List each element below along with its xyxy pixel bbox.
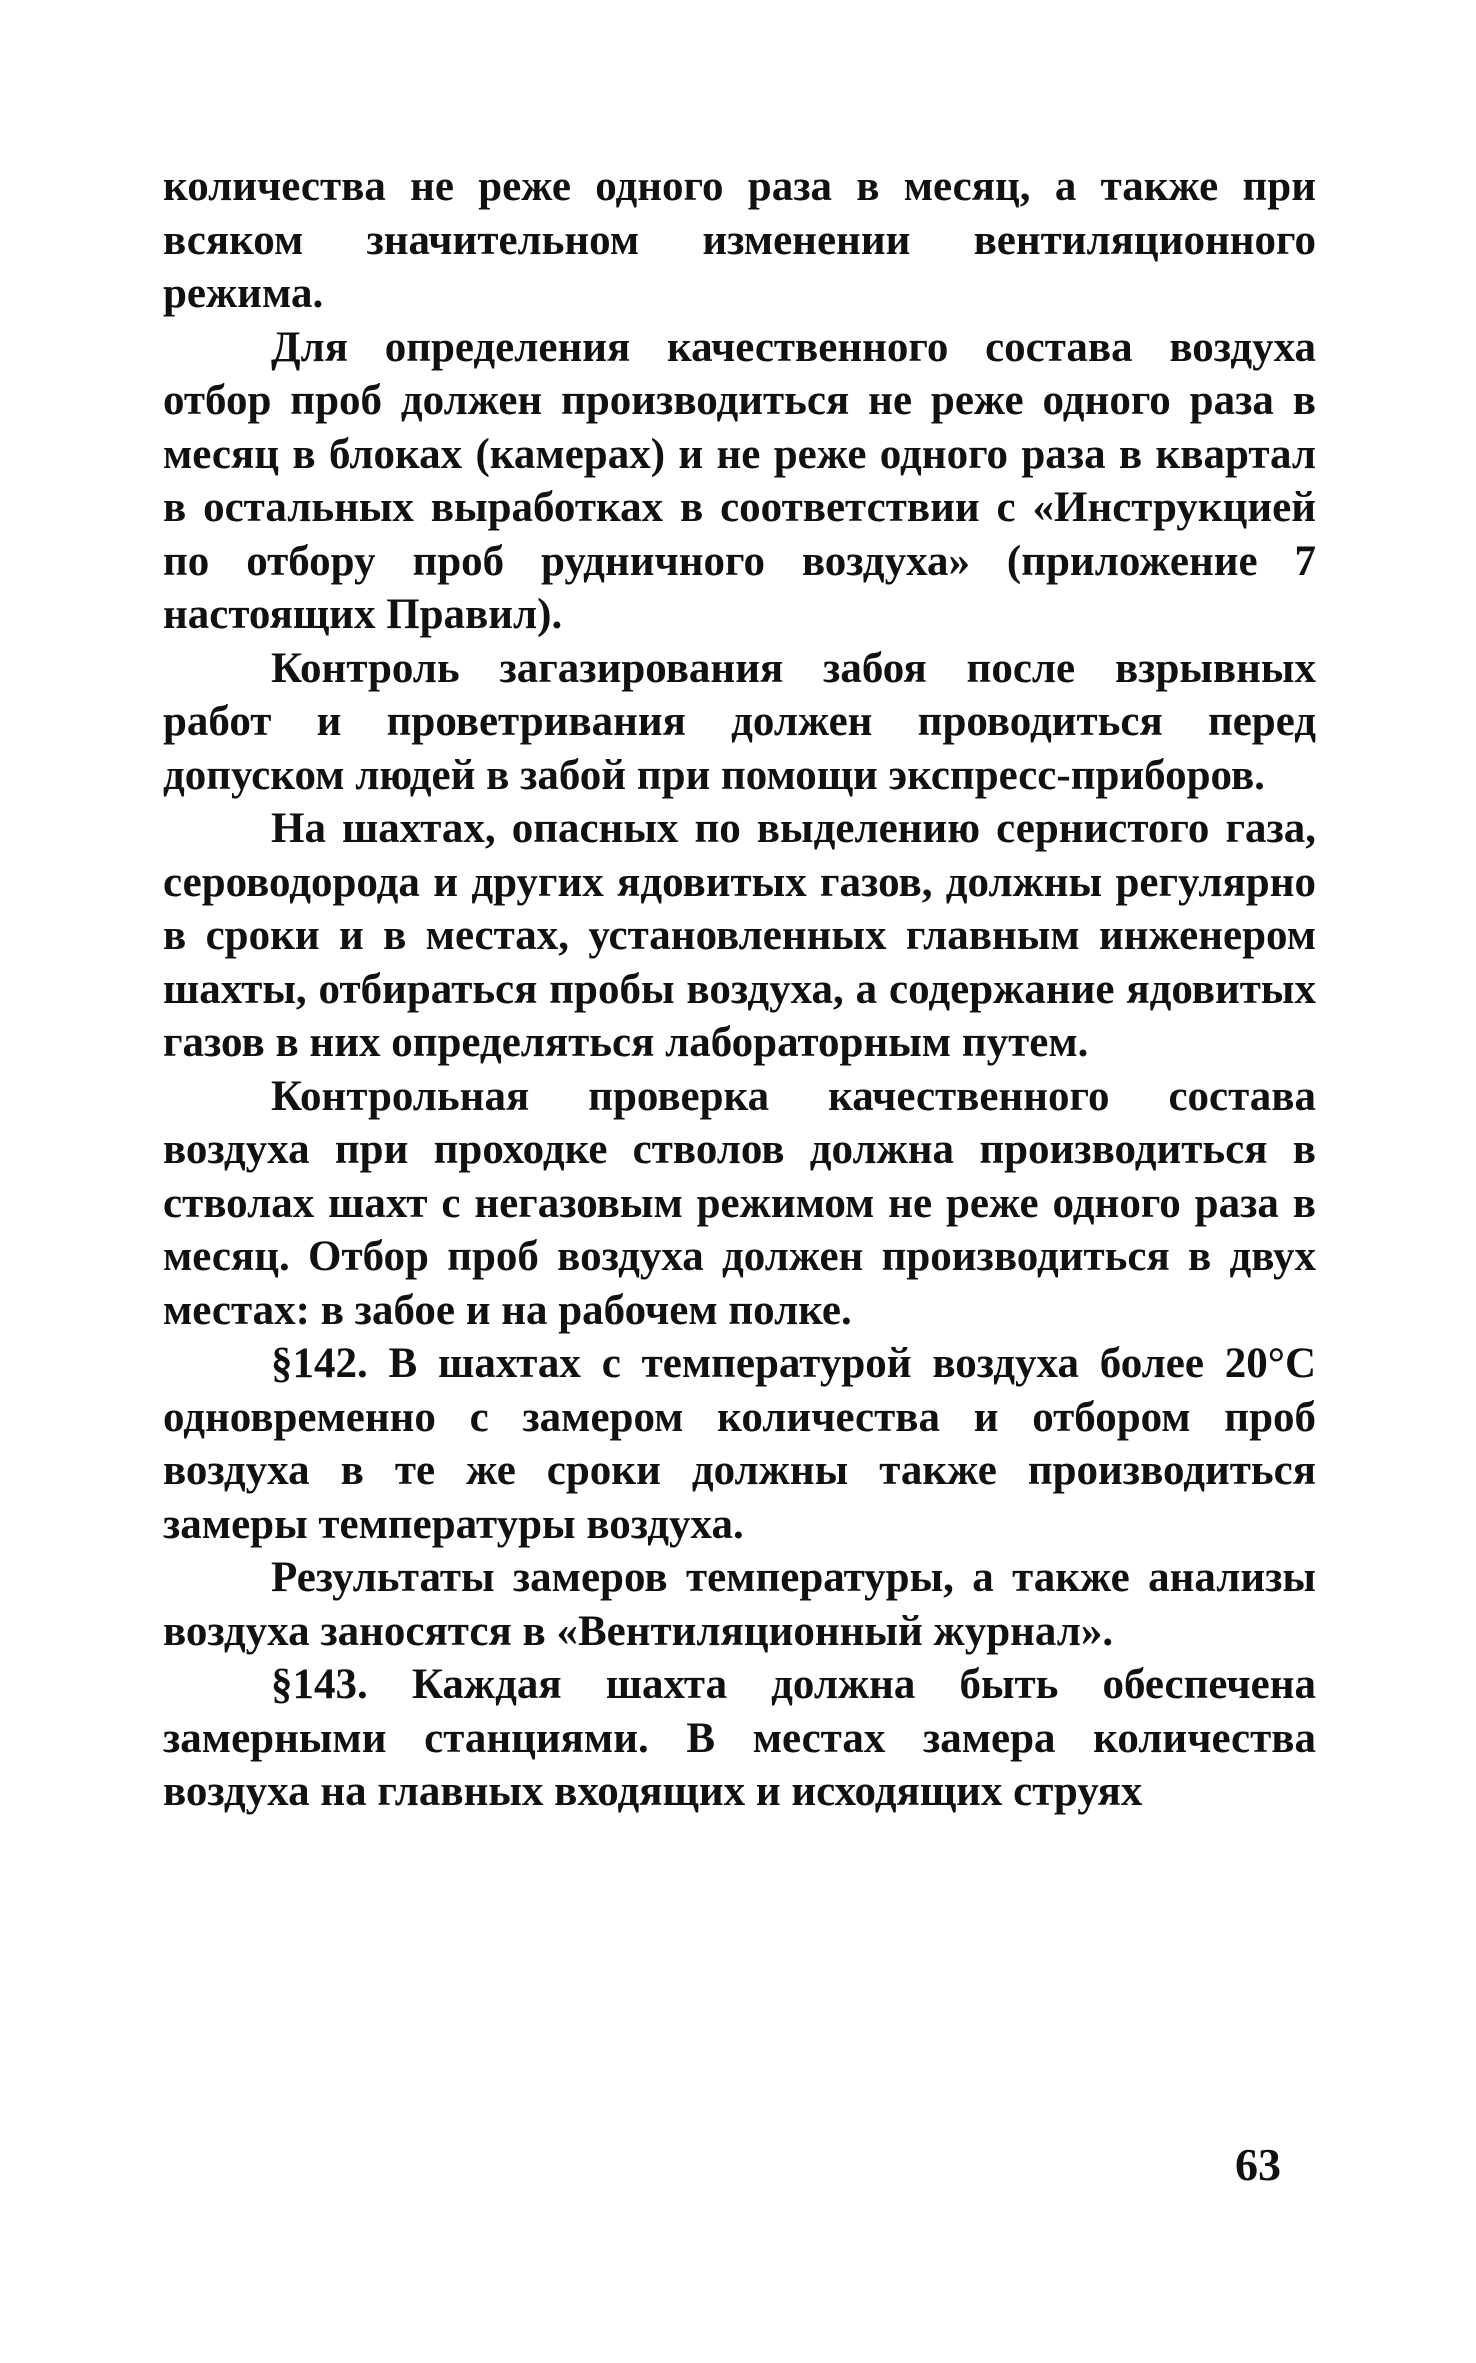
page-text xyxy=(163,160,1316,1819)
paragraph-continuation: количества не реже одного раза в месяц, а также при всяком значительном изменении вентиляционного режима. xyxy=(163,163,1316,317)
paragraph-section-142: §142. В шахтах с температурой воздуха более 20°С одновременно с замером количества и отбором проб воздуха в те же сроки должны также производиться замеры температуры воздуха. xyxy=(163,1340,1316,1548)
paragraph-air-sampling: Для определения качественного состава воздуха отбор проб должен производиться не реже одного раза в месяц в блоках (камерах) и не реже одного раза в квартал в остальных выработках в соответствии с «Инструкцией по отбору проб рудничного воздуха» (приложение 7 настоящих Правил). xyxy=(163,323,1316,638)
paragraph-toxic-gases: На шахтах, опасных по выделению сернистого газа, сероводорода и других ядовитых газов, должны регулярно в сроки и в местах, установленных главным инженером шахты, отбираться пробы воздуха, а содержание ядовитых газов в них определяться лабораторным путем. xyxy=(163,805,1316,1066)
paragraph-gas-control: Контроль загазирования забоя после взрывных работ и проветривания должен проводиться перед допуском людей в забой при помощи экспресс-приборов. xyxy=(163,644,1316,799)
paragraph-section-143: §143. Каждая шахта должна быть обеспечена замерными станциями. В местах замера количества воздуха на главных входящих и исходящих струях xyxy=(163,1661,1316,1815)
paragraph-shaft-sinking: Контрольная проверка качественного состава воздуха при проходке стволов должна производиться в стволах шахт с негазовым режимом не реже одного раза в месяц. Отбор проб воздуха должен производиться в двух местах: в забое и на рабочем полке. xyxy=(163,1072,1316,1334)
page-number: 63 xyxy=(1235,2139,1281,2190)
paragraph-results-journal: Результаты замеров температуры, а также анализы воздуха заносятся в «Вентиляционный журнал». xyxy=(163,1554,1316,1655)
